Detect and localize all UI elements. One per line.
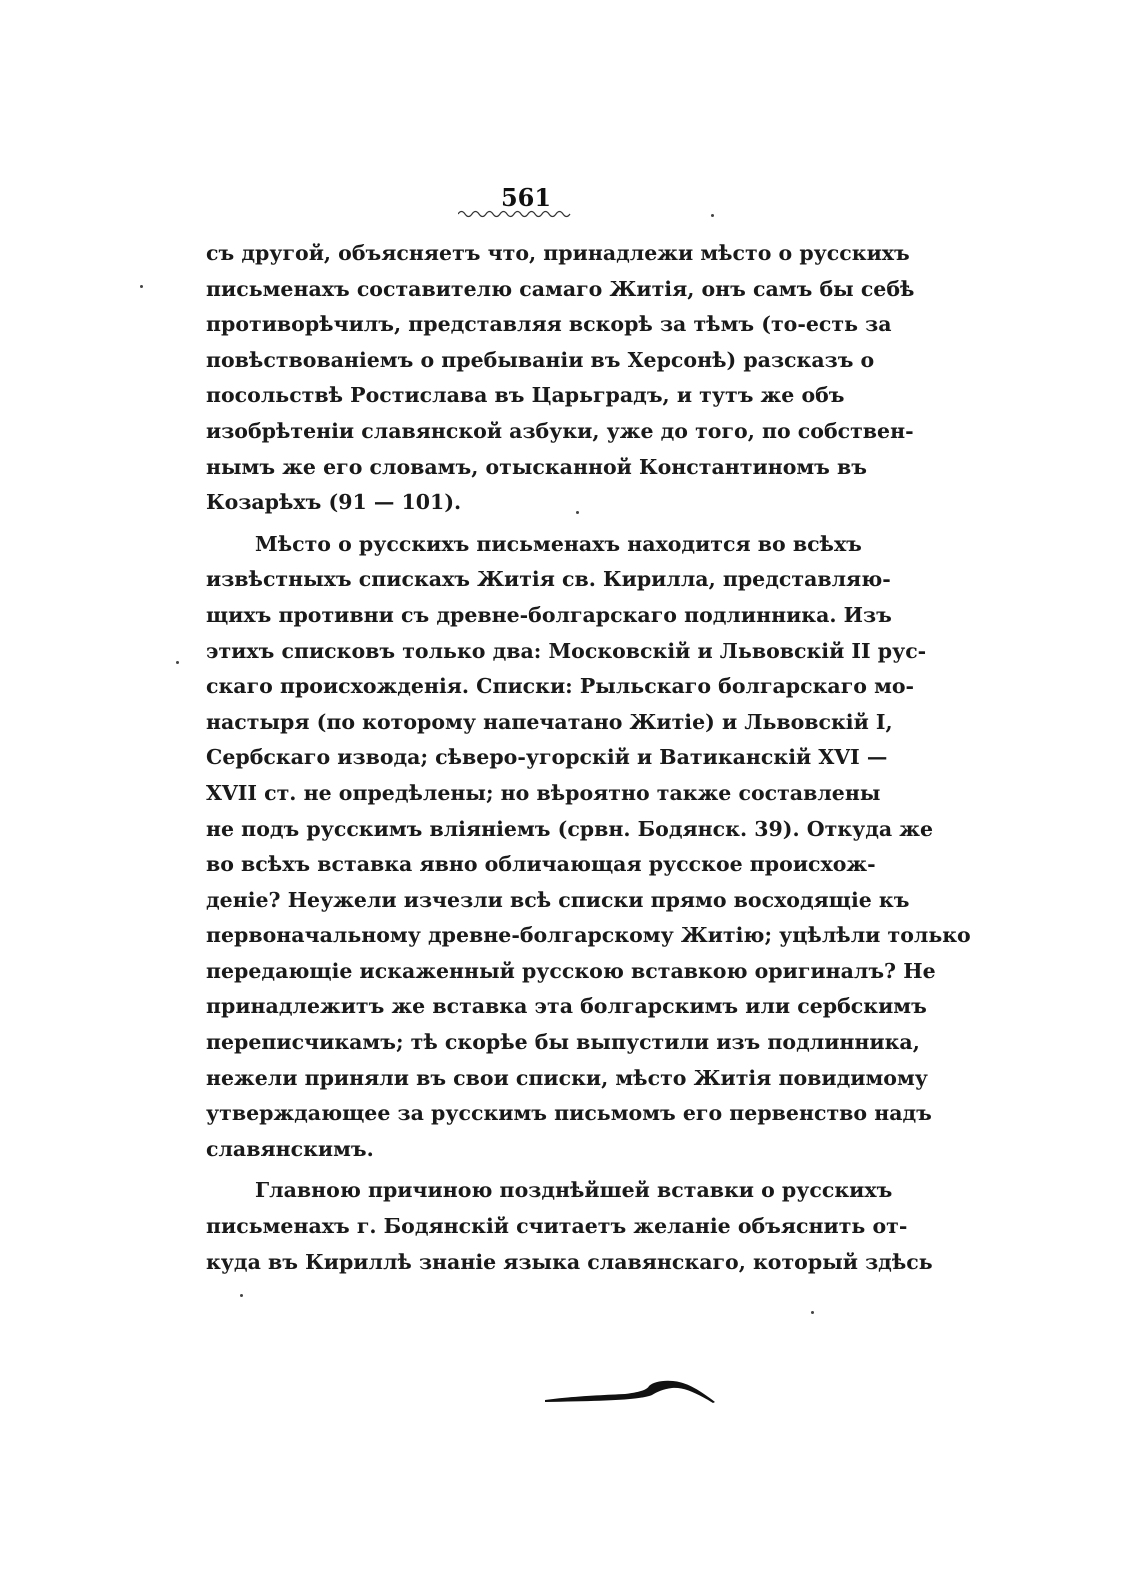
scan-speck bbox=[811, 1311, 814, 1314]
text-line: куда въ Кириллѣ знаніе языка славянскаго, который здѣсь bbox=[206, 1249, 933, 1274]
text-line: во всѣхъ вставка явно обличающая русское происхож- bbox=[206, 852, 876, 877]
text-line: письменахъ г. Бодянскій считаетъ желаніе объяснить от- bbox=[206, 1214, 908, 1239]
text-line: Сербскаго извода; сѣверо-угорскій и Ватиканскій XVI — bbox=[206, 745, 888, 770]
paragraph-1 bbox=[206, 236, 915, 521]
text-line: этихъ списковъ только два: Московскій и Львовскій II рус- bbox=[206, 638, 927, 663]
text-line: XVII ст. не опредѣлены; но вѣроятно также составлены bbox=[206, 780, 881, 805]
text-line: принадлежитъ же вставка эта болгарскимъ или сербскимъ bbox=[206, 994, 927, 1019]
text-line: Козарѣхъ (91 — 101). bbox=[206, 490, 462, 515]
text-line: съ другой, объясняетъ что, принадлежи мѣсто о русскихъ bbox=[206, 241, 910, 265]
wavy-rule-ornament bbox=[458, 208, 574, 218]
text-line: деніе? Неужели изчезли всѣ списки прямо восходящіе къ bbox=[206, 887, 910, 912]
paragraph-3 bbox=[206, 1173, 933, 1280]
text-line: письменахъ составителю самаго Житія, онъ самъ бы себѣ bbox=[206, 276, 915, 301]
text-line: утверждающее за русскимъ письмомъ его первенство надъ bbox=[206, 1101, 932, 1126]
scan-speck bbox=[576, 511, 579, 514]
text-line: первоначальному древне-болгарскому Житію; уцѣлѣли только bbox=[206, 923, 971, 948]
scan-speck bbox=[176, 661, 179, 664]
scan-speck bbox=[140, 285, 143, 288]
text-line: извѣстныхъ спискахъ Житія св. Кирилла, представляю- bbox=[206, 567, 891, 592]
scan-speck bbox=[711, 214, 714, 217]
text-line: не подъ русскимъ вліяніемъ (срвн. Бодянск. 39). Откуда же bbox=[206, 816, 934, 841]
text-line: Главною причиною позднѣйшей вставки о русскихъ bbox=[255, 1178, 893, 1203]
text-line: настыря (по которому напечатано Житіе) и Львовскій I, bbox=[206, 709, 893, 734]
text-line: нымъ же его словамъ, отысканной Константиномъ въ bbox=[206, 454, 868, 479]
text-line: Мѣсто о русскихъ письменахъ находится во всѣхъ bbox=[255, 531, 862, 556]
text-line: посольствѣ Ростислава въ Царьградъ, и тутъ же объ bbox=[206, 383, 845, 408]
text-line: передающіе искаженный русскою вставкою оригиналъ? Не bbox=[206, 958, 936, 983]
paragraph-2 bbox=[206, 527, 971, 1168]
scan-speck bbox=[240, 1294, 243, 1297]
text-line: изобрѣтеніи славянской азбуки, уже до того, по собствен- bbox=[206, 418, 914, 443]
text-line: нежели приняли въ свои списки, мѣсто Житія повидимому bbox=[206, 1065, 928, 1090]
text-line: щихъ противни съ древне-болгарскаго подлинника. Изъ bbox=[206, 602, 892, 627]
text-line: повѣствованіемъ о пребываніи въ Херсонѣ) разсказъ о bbox=[206, 347, 875, 372]
text-line: переписчикамъ; тѣ скорѣе бы выпустили изъ подлинника, bbox=[206, 1030, 920, 1055]
text-line: противорѣчилъ, представляя вскорѣ за тѣмъ (то-есть за bbox=[206, 312, 892, 337]
page-number: 561 bbox=[500, 183, 552, 212]
text-line: скаго происхожденія. Списки: Рыльскаго болгарскаго мо- bbox=[206, 674, 915, 699]
tailpiece-ornament bbox=[545, 1376, 720, 1406]
text-line: славянскимъ. bbox=[206, 1136, 374, 1161]
body-text bbox=[206, 236, 971, 1280]
